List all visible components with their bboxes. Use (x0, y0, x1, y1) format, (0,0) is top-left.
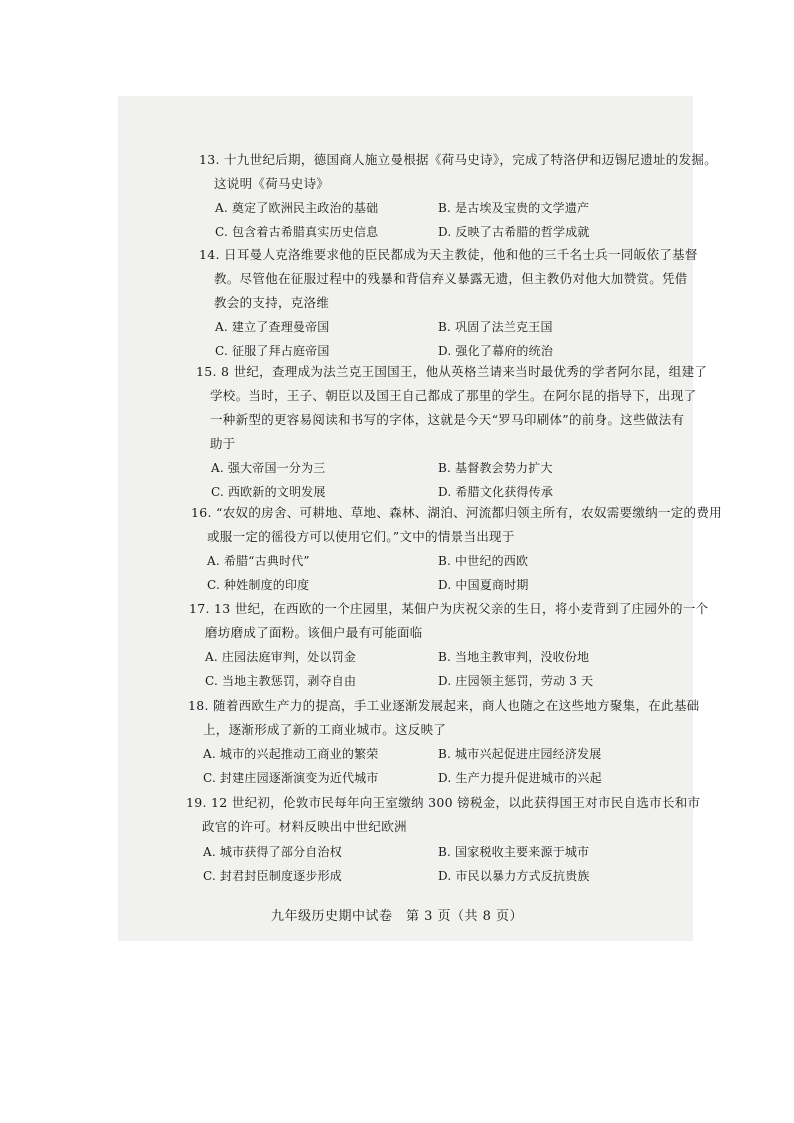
question-stem-line: 17. 13 世纪，在西欧的一个庄园里，某佃户为庆祝父亲的生日，将小麦背到了庄园外的一个 (189, 601, 709, 616)
option-a: A. 建立了查理曼帝国 (215, 320, 330, 334)
option-d: D. 反映了古希腊的哲学成就 (438, 225, 590, 239)
option-c: C. 包含着古希腊真实历史信息 (215, 225, 379, 239)
option-d: D. 市民以暴力方式反抗贵族 (438, 869, 590, 883)
page-footer: 九年级历史期中试卷 第 3 页（共 8 页） (270, 909, 524, 924)
option-a: A. 强大帝国一分为三 (211, 461, 326, 475)
option-b: B. 巩固了法兰克王国 (438, 320, 553, 334)
question-stem-line: 上，逐渐形成了新的工商业城市。这反映了 (203, 722, 447, 737)
option-a: A. 庄园法庭审判，处以罚金 (205, 650, 357, 664)
question-stem-line: 18. 随着西欧生产力的提高，手工业逐渐发展起来，商人也随之在这些地方聚集，在此基础 (188, 698, 700, 713)
question-stem-line: 学校。当时，王子、朝臣以及国王自己都成了那里的学生。在阿尔昆的指导下，出现了 (210, 388, 697, 403)
question-stem-line: 这说明《荷马史诗》 (214, 176, 330, 191)
option-d: D. 希腊文化获得传承 (438, 485, 554, 499)
question-stem-line: 政官的许可。材料反映出中世纪欧洲 (202, 819, 407, 834)
option-d: D. 生产力提升促进城市的兴起 (438, 771, 602, 785)
question-stem-line: 教会的支持，克洛维 (214, 295, 330, 310)
option-a: A. 奠定了欧洲民主政治的基础 (215, 201, 379, 215)
question-stem-line: 一种新型的更容易阅读和书写的字体，这就是今天“罗马印刷体”的前身。这些做法有 (210, 412, 685, 427)
option-d: D. 强化了幕府的统治 (438, 344, 554, 358)
option-c: C. 征服了拜占庭帝国 (215, 344, 330, 358)
option-d: D. 中国夏商时期 (438, 578, 529, 592)
option-c: C. 当地主教惩罚，剥夺自由 (205, 674, 357, 688)
option-c: C. 种姓制度的印度 (207, 578, 310, 592)
question-stem-line: 15. 8 世纪，查理成为法兰克王国国王，他从英格兰请来当时最优秀的学者阿尔昆，组建了 (196, 364, 708, 379)
question-stem-line: 16. “农奴的房舍、可耕地、草地、森林、湖泊、河流都归领主所有，农奴需要缴纳一定的费用 (191, 505, 722, 520)
option-c: C. 西欧新的文明发展 (211, 485, 326, 499)
question-stem-line: 教。尽管他在征服过程中的残暴和背信弃义暴露无遗，但主教仍对他大加赞赏。凭借 (214, 271, 688, 286)
question-stem-line: 13. 十九世纪后期，德国商人施立曼根据《荷马史诗》，完成了特洛伊和迈锡尼遗址的发掘。 (199, 152, 718, 167)
question-stem-line: 19. 12 世纪初，伦敦市民每年向王室缴纳 300 镑税金，以此获得国王对市民自选市长和市 (186, 795, 701, 810)
option-d: D. 庄园领主惩罚，劳动 3 天 (438, 674, 594, 688)
option-b: B. 是古埃及宝贵的文学遗产 (438, 201, 590, 215)
question-stem-line: 14. 日耳曼人克洛维要求他的臣民都成为天主教徒，他和他的三千名士兵一同皈依了基督 (199, 247, 698, 262)
option-b: B. 基督教会势力扩大 (438, 461, 553, 475)
option-b: B. 中世纪的西欧 (438, 554, 529, 568)
option-c: C. 封君封臣制度逐步形成 (203, 869, 342, 883)
option-b: B. 当地主教审判，没收份地 (438, 650, 590, 664)
option-a: A. 城市的兴起推动工商业的繁荣 (203, 747, 379, 761)
option-c: C. 封建庄园逐渐演变为近代城市 (203, 771, 379, 785)
option-b: B. 城市兴起促进庄园经济发展 (438, 747, 602, 761)
option-a: A. 城市获得了部分自治权 (203, 845, 342, 859)
question-stem-line: 助于 (210, 436, 236, 451)
question-stem-line: 或服一定的徭役方可以使用它们。”文中的情景当出现于 (207, 529, 515, 544)
question-stem-line: 磨坊磨成了面粉。该佃户最有可能面临 (205, 625, 423, 640)
option-b: B. 国家税收主要来源于城市 (438, 845, 590, 859)
option-a: A. 希腊“古典时代” (207, 554, 310, 568)
